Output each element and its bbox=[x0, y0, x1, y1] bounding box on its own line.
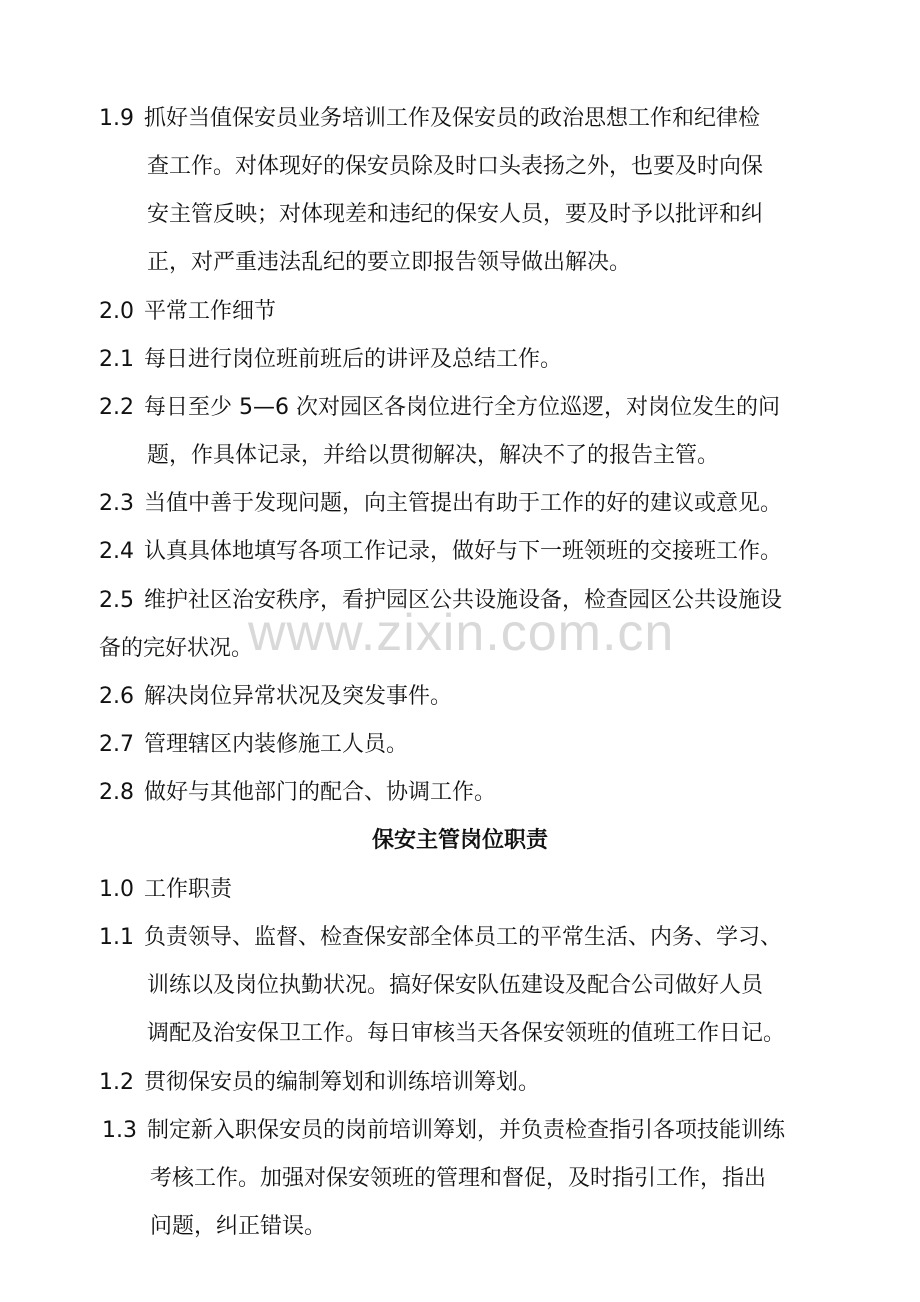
item-1-3-line-2: 考核工作。加强对保安领班的管理和督促，及时指引工作，指出 bbox=[150, 1166, 767, 1191]
item-1-9-line-1 bbox=[99, 104, 760, 134]
item-2-2-line-2: 题，作具体记录，并给以贯彻解决，解决不了的报告主管。 bbox=[147, 443, 720, 468]
item-1-9-line-3: 安主管反映；对体现差和违纪的保安人员，要及时予以批评和纠 bbox=[147, 202, 764, 227]
item-text: 工作职责 bbox=[144, 877, 233, 902]
item-1-9-line-4: 正，对严重违法乱纪的要立即报告领导做出解决。 bbox=[147, 250, 632, 275]
item-number: 2.5 bbox=[99, 588, 134, 613]
item-text: 维护社区治安秩序，看护园区公共设施设备，检查园区公共设施设 bbox=[144, 588, 783, 613]
item-text: 认真具体地填写各项工作记录，做好与下一班领班的交接班工作。 bbox=[144, 539, 783, 564]
item-text: 当值中善于发现问题，向主管提出有助于工作的好的建议或意见。 bbox=[144, 491, 783, 516]
item-number: 1.2 bbox=[99, 1070, 134, 1095]
item-text: 平常工作细节 bbox=[144, 299, 277, 324]
section-heading: 保安主管岗位职责 bbox=[371, 828, 548, 853]
item-1-1-line-3: 调配及治安保卫工作。每日审核当天各保安领班的值班工作日记。 bbox=[147, 1021, 786, 1046]
item-text: 解决岗位异常状况及突发事件。 bbox=[144, 684, 453, 709]
item-number: 1.3 bbox=[102, 1118, 137, 1143]
item-number: 2.3 bbox=[99, 491, 134, 516]
item-number: 1.1 bbox=[99, 925, 134, 950]
item-number: 2.4 bbox=[99, 539, 134, 564]
item-number: 2.7 bbox=[99, 732, 134, 757]
watermark: www.zixin.com.cn bbox=[248, 604, 675, 662]
item-2-3 bbox=[99, 489, 782, 519]
item-number: 1.9 bbox=[99, 106, 134, 131]
item-2-1 bbox=[99, 345, 562, 375]
item-1-0 bbox=[99, 875, 232, 905]
item-1-2 bbox=[99, 1068, 540, 1098]
item-2-7 bbox=[99, 730, 408, 760]
item-2-4 bbox=[99, 537, 782, 567]
item-number: 2.1 bbox=[99, 347, 134, 372]
item-number: 2.8 bbox=[99, 780, 134, 805]
item-1-3-line-3: 问题，纠正错误。 bbox=[150, 1214, 327, 1239]
item-text: 抓好当值保安员业务培训工作及保安员的政治思想工作和纪律检 bbox=[144, 106, 761, 131]
item-number: 2.2 bbox=[99, 395, 134, 420]
item-text: 制定新入职保安员的岗前培训筹划，并负责检查指引各项技能训练 bbox=[147, 1118, 786, 1143]
item-number: 1.0 bbox=[99, 877, 134, 902]
item-text: 负责领导、监督、检查保安部全体员工的平常生活、内务、学习、 bbox=[144, 925, 783, 950]
item-1-1-line-1 bbox=[99, 923, 782, 953]
item-1-9-line-2: 查工作。对体现好的保安员除及时口头表扬之外，也要及时向保 bbox=[147, 154, 764, 179]
item-2-5-line-2: 备的完好状况。 bbox=[99, 636, 254, 661]
item-number: 2.0 bbox=[99, 299, 134, 324]
item-number: 2.6 bbox=[99, 684, 134, 709]
item-2-2-line-1 bbox=[99, 393, 780, 423]
item-text: 做好与其他部门的配合、协调工作。 bbox=[144, 780, 497, 805]
item-text: 每日进行岗位班前班后的讲评及总结工作。 bbox=[144, 347, 563, 372]
item-2-8 bbox=[99, 778, 496, 808]
item-text: 管理辖区内装修施工人员。 bbox=[144, 732, 409, 757]
item-2-0 bbox=[99, 297, 276, 327]
item-text: 每日至少 5—6 次对园区各岗位进行全方位巡逻，对岗位发生的问 bbox=[144, 395, 780, 420]
item-1-1-line-2: 训练以及岗位执勤状况。搞好保安队伍建设及配合公司做好人员 bbox=[147, 973, 764, 998]
item-text: 贯彻保安员的编制筹划和训练培训筹划。 bbox=[144, 1070, 541, 1095]
item-2-6 bbox=[99, 682, 452, 712]
item-1-3-line-1 bbox=[102, 1116, 785, 1146]
